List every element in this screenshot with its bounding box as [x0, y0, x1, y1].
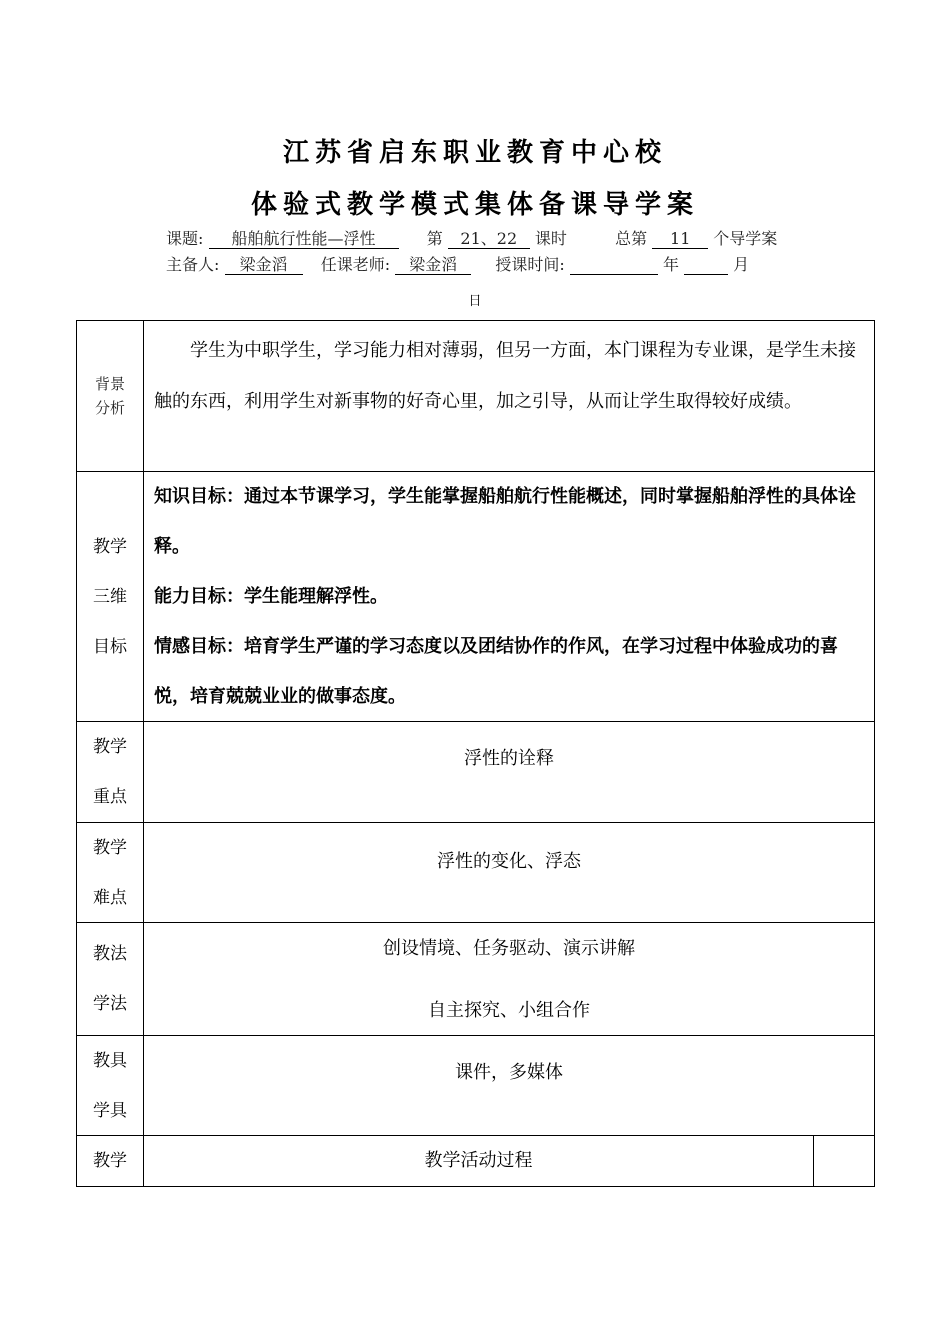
- background-label-line-2: 分析: [94, 399, 125, 417]
- learning-method: 自主探究、小组合作: [428, 1000, 590, 1021]
- key-points-label: [77, 722, 144, 822]
- tools-label-line-2: 学具: [93, 1100, 127, 1121]
- goals-label: [77, 472, 144, 721]
- month-label: 月: [733, 255, 750, 274]
- row-methods: [77, 923, 875, 1036]
- lesson-plan-table: [76, 320, 875, 1187]
- row-background: [77, 321, 875, 472]
- total-label-post: 个导学案: [713, 229, 778, 248]
- tools-label-line-1: 教具: [93, 1050, 127, 1071]
- topic-label: 课题:: [166, 229, 204, 248]
- process-text: 教学活动过程: [144, 1136, 814, 1186]
- goals-label-line-1: 教学: [93, 536, 127, 557]
- difficulties-label-line-1: 教学: [93, 837, 127, 858]
- row-key-points: [77, 722, 875, 823]
- day-label: 日: [468, 294, 482, 309]
- lesson-value: 21、22: [448, 230, 530, 249]
- row-tools: [77, 1036, 875, 1136]
- methods-content: [144, 923, 875, 1035]
- process-label: [77, 1136, 144, 1186]
- preparer-label: 主备人:: [166, 255, 220, 274]
- background-label-line-1: 背景: [94, 375, 125, 393]
- methods-label-line-2: 学法: [93, 994, 127, 1014]
- goals-content: [144, 472, 875, 721]
- methods-label-line-1: 教法: [93, 944, 127, 964]
- process-side-cell: [814, 1136, 875, 1186]
- key-points-label-line-1: 教学: [93, 737, 127, 757]
- lesson-label-pre: 第: [426, 229, 443, 248]
- teacher-label: 任课老师:: [320, 255, 391, 274]
- preparer-value: 梁金滔: [225, 256, 303, 275]
- teacher-value: 梁金滔: [395, 256, 471, 275]
- row-process: [77, 1136, 875, 1187]
- time-label: 授课时间:: [495, 255, 565, 274]
- tools-text: 课件，多媒体: [144, 1036, 875, 1135]
- meta-line-2: [166, 252, 749, 275]
- goals-label-line-3: 目标: [93, 636, 127, 657]
- document-title: 体验式教学模式集体备课导学案: [250, 190, 699, 220]
- difficulties-label: [77, 823, 144, 922]
- month-blank: [684, 256, 728, 275]
- total-value: 11: [652, 230, 708, 249]
- emotion-goal: 情感目标：培育学生严谨的学习态度以及团结协作的作风，在学习过程中体验成功的喜悦，培育兢兢业业的做事态度。: [154, 636, 838, 707]
- difficulties-text: 浮性的变化、浮态: [144, 823, 875, 922]
- knowledge-goal: 知识目标：通过本节课学习，学生能掌握船舶航行性能概述，同时掌握船舶浮性的具体诠释。: [154, 486, 856, 557]
- difficulties-label-line-2: 难点: [93, 887, 127, 908]
- row-difficulties: [77, 823, 875, 923]
- school-title: 江苏省启东职业教育中心校: [282, 138, 667, 168]
- ability-goal: 能力目标：学生能理解浮性。: [154, 586, 388, 607]
- topic-value: 船舶航行性能—浮性: [209, 230, 399, 249]
- background-text: 学生为中职学生，学习能力相对薄弱，但另一方面，本门课程为专业课，是学生未接触的东西，利用学生对新事物的好奇心里，加之引导，从而让学生取得较好成绩。: [144, 321, 875, 471]
- lesson-label-post: 课时: [534, 229, 567, 248]
- year-label: 年: [662, 255, 679, 274]
- tools-label: [77, 1036, 144, 1135]
- teaching-method: 创设情境、任务驱动、演示讲解: [383, 938, 635, 959]
- total-label-pre: 总第: [615, 229, 648, 248]
- background-label: [77, 321, 144, 471]
- row-goals: [77, 472, 875, 722]
- year-blank: [570, 256, 658, 275]
- meta-line-1: [166, 226, 777, 249]
- key-points-text: 浮性的诠释: [144, 722, 875, 822]
- key-points-label-line-2: 重点: [93, 787, 127, 807]
- methods-label: [77, 923, 144, 1035]
- process-label-line-1: 教学: [93, 1151, 127, 1171]
- goals-label-line-2: 三维: [93, 586, 127, 607]
